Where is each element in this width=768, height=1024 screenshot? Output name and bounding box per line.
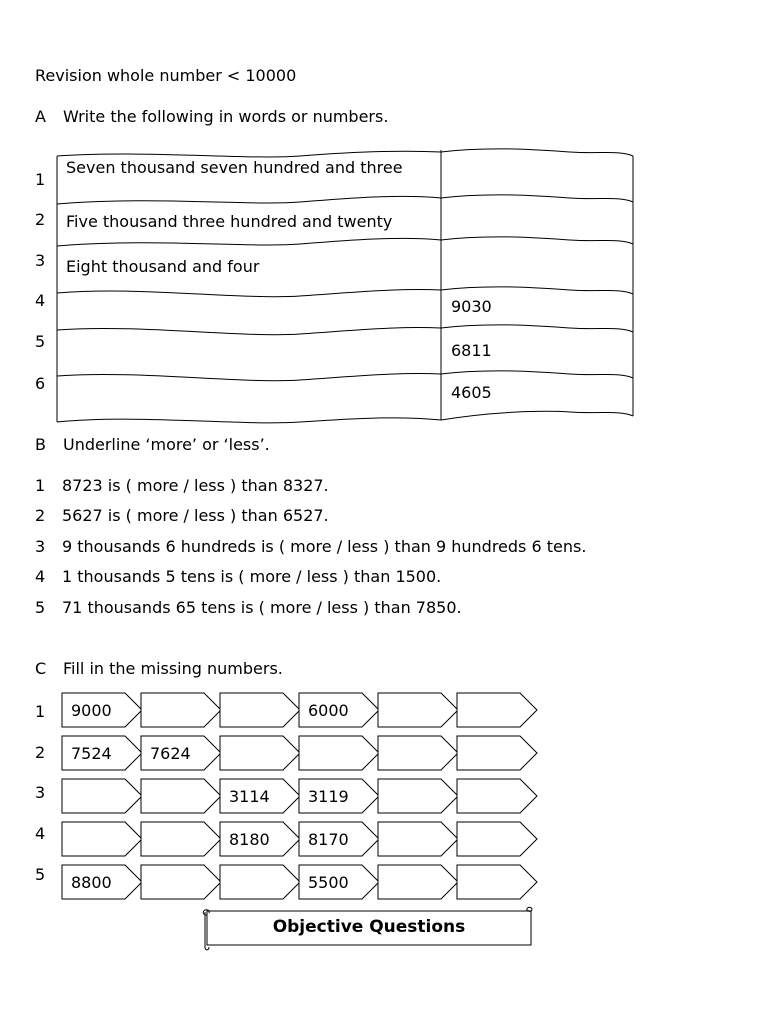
row-number: 2 — [35, 210, 46, 229]
comparison-item[interactable]: 8723 is ( more / less ) than 8327. — [62, 476, 329, 495]
row-number: 4 — [35, 291, 46, 310]
item-number: 4 — [35, 567, 46, 586]
sequence-value: 8800 — [71, 873, 112, 892]
sequence-value: 6000 — [308, 701, 349, 720]
row-number: 5 — [35, 865, 46, 884]
words-cell: Seven thousand seven hundred and three — [66, 158, 403, 177]
sequence-value: 7524 — [71, 744, 112, 763]
sequence-value: 8180 — [229, 830, 270, 849]
section-a-instruction: Write the following in words or numbers. — [63, 107, 389, 126]
comparison-item[interactable]: 9 thousands 6 hundreds is ( more / less ) than 9 hundreds 6 tens. — [62, 537, 587, 556]
row-number: 5 — [35, 332, 46, 351]
section-c-instruction: Fill in the missing numbers. — [63, 659, 283, 678]
sequence-value: 9000 — [71, 701, 112, 720]
item-number: 5 — [35, 598, 46, 617]
row-number: 3 — [35, 251, 46, 270]
item-number: 2 — [35, 506, 46, 525]
sequence-value: 5500 — [308, 873, 349, 892]
words-cell: Eight thousand and four — [66, 257, 260, 276]
row-number: 4 — [35, 824, 46, 843]
item-number: 3 — [35, 537, 46, 556]
row-number: 3 — [35, 783, 46, 802]
number-cell: 9030 — [451, 297, 492, 316]
sequence-value: 8170 — [308, 830, 349, 849]
row-number: 1 — [35, 702, 46, 721]
section-a-letter: A — [35, 107, 46, 126]
row-number: 6 — [35, 374, 46, 393]
row-number: 2 — [35, 743, 46, 762]
section-b-instruction: Underline ‘more’ or ‘less’. — [63, 435, 270, 454]
item-number: 1 — [35, 476, 46, 495]
sequence-value: 7624 — [150, 744, 191, 763]
comparison-item[interactable]: 5627 is ( more / less ) than 6527. — [62, 506, 329, 525]
comparison-item[interactable]: 1 thousands 5 tens is ( more / less ) than 1500. — [62, 567, 442, 586]
words-cell: Five thousand three hundred and twenty — [66, 212, 393, 231]
number-cell: 6811 — [451, 341, 492, 360]
section-b-letter: B — [35, 435, 46, 454]
number-cell: 4605 — [451, 383, 492, 402]
objective-questions-banner[interactable]: Objective Questions — [272, 917, 466, 937]
sequence-value: 3114 — [229, 787, 270, 806]
section-c-letter: C — [35, 659, 47, 678]
comparison-item[interactable]: 71 thousands 65 tens is ( more / less ) than 7850. — [62, 598, 462, 617]
sequence-value: 3119 — [308, 787, 349, 806]
page-title: Revision whole number < 10000 — [35, 66, 297, 85]
row-number: 1 — [35, 170, 46, 189]
